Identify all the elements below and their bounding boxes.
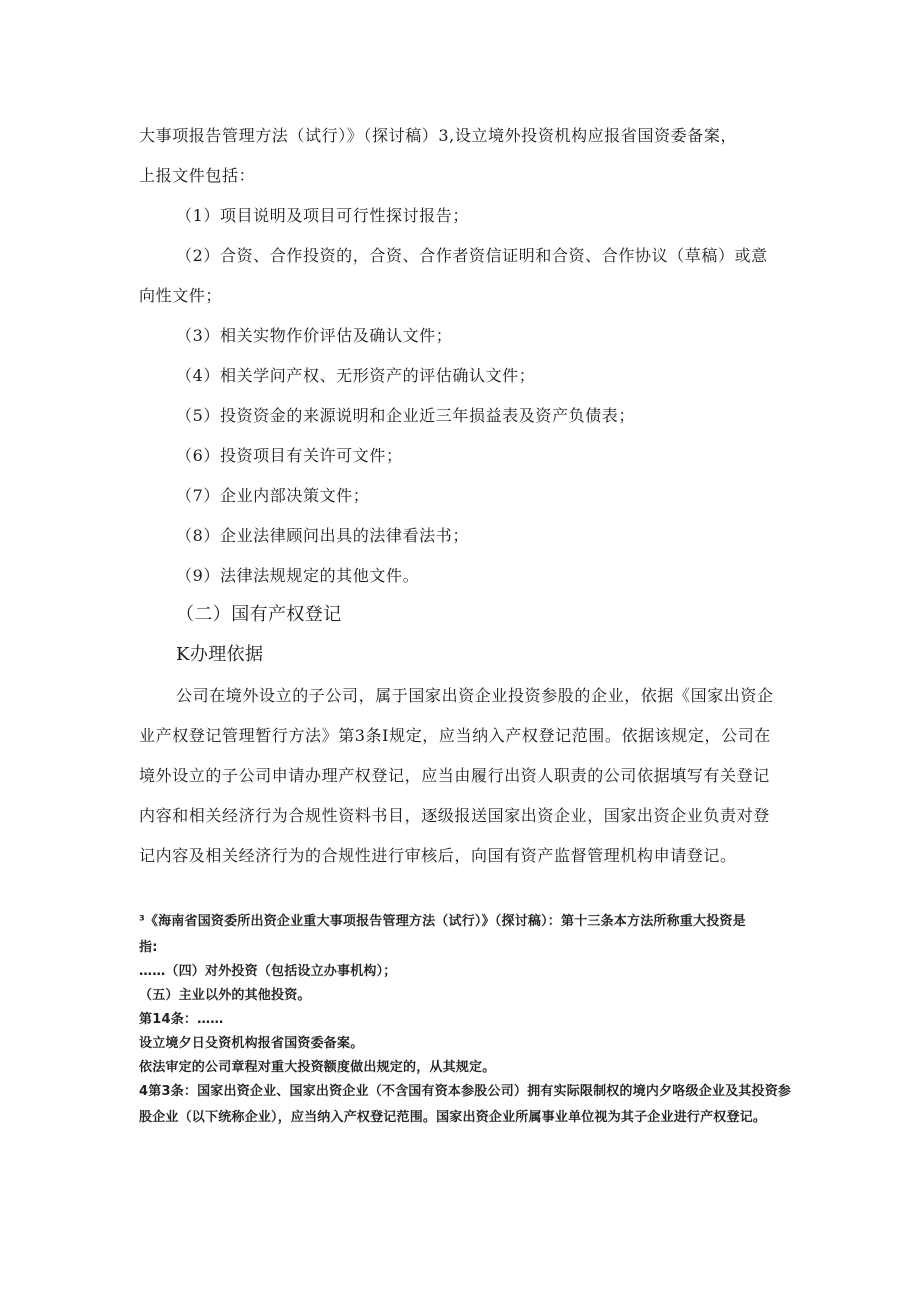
footnote-line-9: 股企业（以下统称企业），应当纳入产权登记范围。国家出资企业所属事业单位视为其子企业进行产权登记。 xyxy=(139,1110,767,1125)
list-item-1: （1）项目说明及项目可行性探讨报告； xyxy=(176,206,469,225)
section-subheading: K办理依据 xyxy=(176,644,264,665)
list-item-2: （2）合资、合作投资的，合资、合作者资信证明和合资、合作协议（草稿）或意 xyxy=(176,246,768,265)
footnote-line-1: ³《海南省国资委所出资企业重大事项报告管理方法（试行）》（探讨稿）：第十三条本方法所称重大投资是 xyxy=(139,914,746,929)
paragraph-line-5: 记内容及相关经济行为的合规性进行审核后，向国有资产监督管理机构申请登记。 xyxy=(139,846,737,865)
paragraph-line-2: 业产权登记管理暂行方法》第3条I规定，应当纳入产权登记范围。依据该规定，公司在 xyxy=(139,726,771,745)
list-item-6: （6）投资项目有关许可文件； xyxy=(176,446,403,465)
footnote-line-8: 4第3条：国家出资企业、国家出资企业（不含国有资本参股公司）拥有实际限制权的境内夕咯级企业及其投资参 xyxy=(139,1084,792,1099)
list-item-2-cont: 向性文件； xyxy=(139,286,223,305)
footnote-line-2: 指: xyxy=(139,940,158,955)
list-item-5: （5）投资资金的来源说明和企业近三年损益表及资产负债表； xyxy=(176,406,635,425)
list-item-9: （9）法律法规规定的其他文件。 xyxy=(176,566,420,585)
footnote-line-5: 第14条：…… xyxy=(139,1012,224,1027)
footnote-line-3: ……（四）对外投资（包括设立办事机构）； xyxy=(139,964,397,979)
paragraph-line-3: 境外设立的子公司申请办理产权登记，应当由履行出资人职责的公司依据填写有关登记 xyxy=(139,766,770,785)
list-item-8: （8）企业法律顾问出具的法律看法书； xyxy=(176,526,469,545)
footnote-line-7: 依法审定的公司章程对重大投资额度做出规定的，从其规定。 xyxy=(139,1060,496,1075)
footnote-line-6: 设立境夕日殳资机构报省国资委备案。 xyxy=(139,1036,364,1051)
list-item-3: （3）相关实物作价评估及确认文件； xyxy=(176,326,453,345)
intro-line-1: 大事项报告管理方法（试行）》（探讨稿）3,设立境外投资机构应报省国资委备案， xyxy=(139,126,738,145)
intro-line-2: 上报文件包括： xyxy=(139,166,256,185)
section-heading: （二）国有产权登记 xyxy=(176,604,342,625)
paragraph-line-4: 内容和相关经济行为合规性资料书目，逐级报送国家出资企业，国家出资企业负责对登 xyxy=(139,806,770,825)
list-item-7: （7）企业内部决策文件； xyxy=(176,486,370,505)
paragraph-line-1: 公司在境外设立的子公司，属于国家出资企业投资参股的企业，依据《国家出资企 xyxy=(176,686,774,705)
footnote-line-4: （五）主业以外的其他投资。 xyxy=(139,988,311,1003)
list-item-4: （4）相关学问产权、无形资产的评估确认文件； xyxy=(176,366,536,385)
